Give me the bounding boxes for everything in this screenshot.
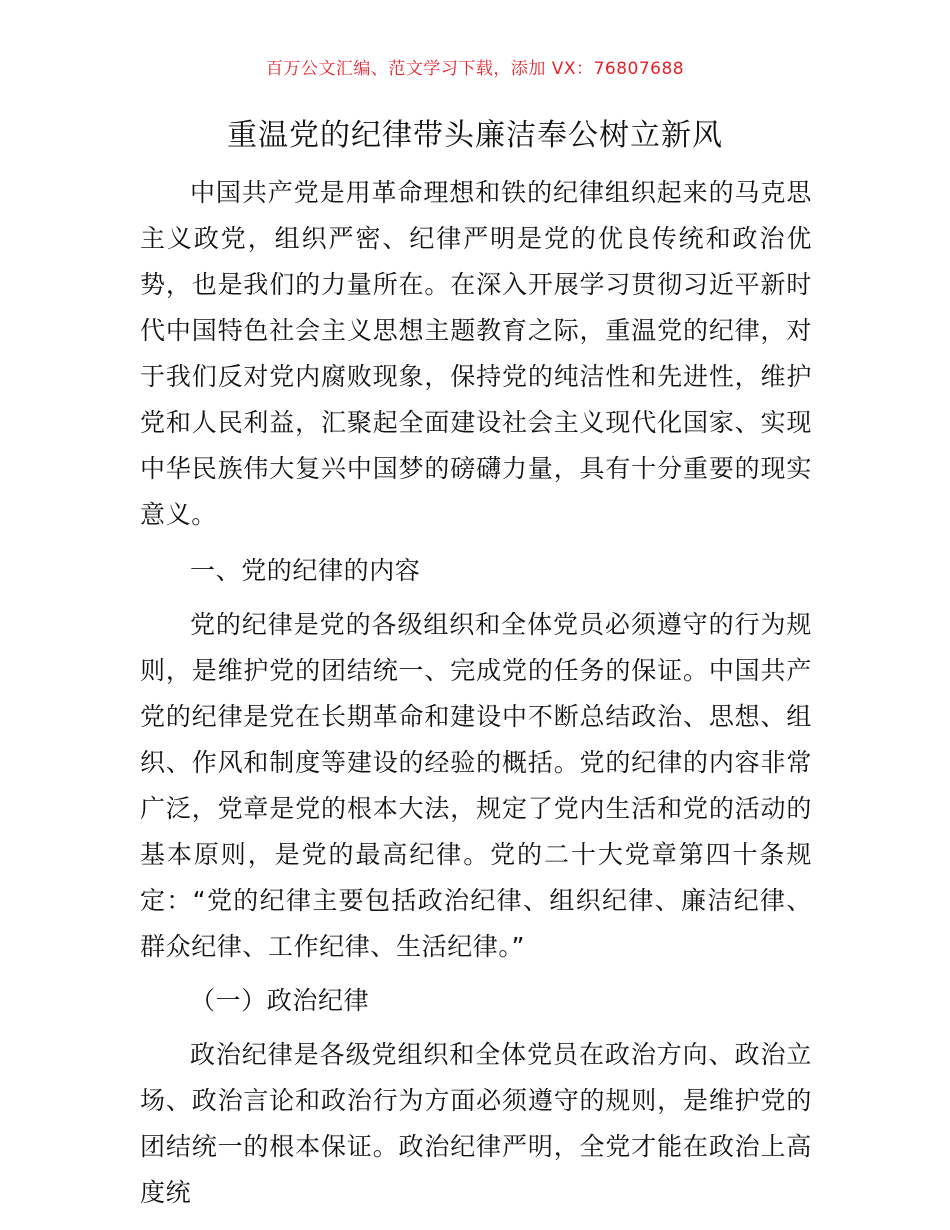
subsection-1-heading: （一）政治纪律 <box>190 986 370 1015</box>
subsection-1-paragraph: 政治纪律是各级党组织和全体党员在政治方向、政治立场、政治言论和政治行为方面必须遵守的规则，是维护党的团结统一的根本保证。政治纪律严明，全党才能在政治上高度统 <box>140 1040 812 1207</box>
section-1-paragraph: 党的纪律是党的各级组织和全体党员必须遵守的行为规则，是维护党的团结统一、完成党的任务的保证。中国共产党的纪律是党在长期革命和建设中不断总结政治、思想、组织、作风和制度等建设的经验的概括。党的纪律的内容非常广泛，党章是党的根本大法，规定了党内生活和党的活动的基本原则，是党的最高纪律。党的二十大党章第四十条规定：“党的纪律主要包括政治纪律、组织纪律、廉洁纪律、群众纪律、工作纪律、生活纪律。” <box>140 610 812 961</box>
section-1-heading: 一、党的纪律的内容 <box>190 556 421 585</box>
document-title: 重温党的纪律带头廉洁奉公树立新风 <box>227 118 723 153</box>
header-promo-note: 百万公文汇编、范文学习下载，添加 VX：76807688 <box>265 59 685 79</box>
document-body <box>140 170 812 1216</box>
intro-paragraph: 中国共产党是用革命理想和铁的纪律组织起来的马克思主义政党，组织严密、纪律严明是党的优良传统和政治优势，也是我们的力量所在。在深入开展学习贯彻习近平新时代中国特色社会主义思想主题教育之际，重温党的纪律，对于我们反对党内腐败现象，保持党的纯洁性和先进性，维护党和人民利益，汇聚起全面建设社会主义现代化国家、实现中华民族伟大复兴中国梦的磅礴力量，具有十分重要的现实意义。 <box>140 178 812 529</box>
